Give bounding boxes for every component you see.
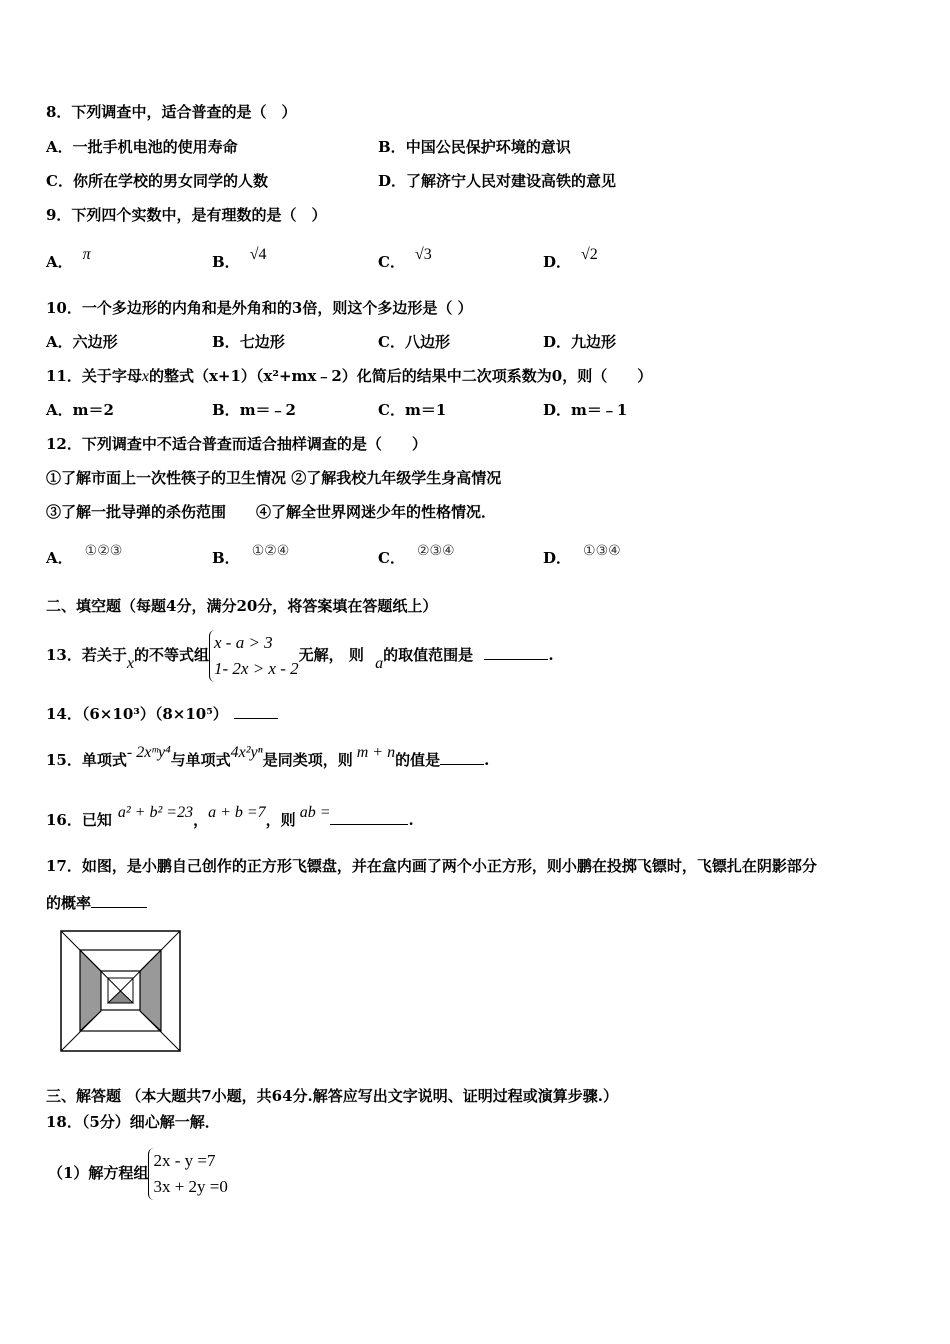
q12-items-line2: ③了解一批导弹的杀伤范围 ④了解全世界网迷少年的性格情况． [46,503,497,521]
q10-option-d: D．九边形 [543,333,617,351]
q17-line1: 17．如图，是小鹏自己创作的正方形飞镖盘，并在盒内画了两个小正方形，则小鹏在投掷飞镖时，飞镖扎在阴影部分 [46,857,817,875]
section2-heading: 二、填空题（每题4分，满分20分，将答案填在答题纸上） [46,597,438,615]
q9-stem: 9．下列四个实数中，是有理数的是（ ） [46,206,327,224]
q10-option-b: B．七边形 [212,333,285,351]
q12-stem: 12．下列调查中不适合普查而适合抽样调查的是（ ） [46,435,427,453]
q16-answer-blank[interactable] [330,810,408,825]
q8-option-a: A．一批手机电池的使用寿命 [46,138,238,156]
q12-items-line1: ①了解市面上一次性筷子的卫生情况 ②了解我校九年级学生身高情况 [46,469,502,487]
q17-answer-blank[interactable] [91,893,147,908]
q16: 16．已知 a² + b² =23，a + b =7，则 ab = . [46,804,414,829]
q10-stem: 10．一个多边形的内角和是外角和的3倍，则这个多边形是（ ） [46,299,473,317]
q9-option-b: B． √4 [212,246,267,271]
q10-option-a: A．六边形 [46,333,118,351]
q8-stem: 8．下列调查中，适合普查的是（ ） [46,103,297,121]
q10-option-c: C．八边形 [378,333,450,351]
q8-option-c: C．你所在学校的男女同学的人数 [46,172,268,190]
q18-part1: （1）解方程组 2x - y =7 3x + 2y =0 [48,1148,228,1200]
q11-option-b: B．m＝﹣2 [212,401,296,419]
q12-option-c: C． ②③④ [378,543,455,567]
q13-answer-blank[interactable] [484,645,548,660]
q12-option-b: B． ①②④ [212,543,290,567]
q17-line2: 的概率 [46,893,147,913]
dartboard-figure [60,930,182,1054]
q13-inequality-system: x - a > 3 1- 2x > x - 2 [209,630,299,682]
q11-option-a: A．m＝2 [46,401,114,419]
section3-heading: 三、解答题 （本大题共7小题，共64分.解答应写出文字说明、证明过程或演算步骤.） [46,1087,618,1105]
q11-option-d: D．m＝﹣1 [543,401,628,419]
q12-option-d: D． ①③④ [543,543,621,567]
q9-option-d: D． √2 [543,246,598,271]
q9-option-a: A． π [46,246,91,271]
q14-answer-blank[interactable] [234,704,278,719]
q8-option-d: D．了解济宁人民对建设高铁的意见 [378,172,617,190]
q18-equation-system: 2x - y =7 3x + 2y =0 [148,1148,227,1200]
q18-stem: 18．（5分）细心解一解． [46,1113,220,1131]
q11-stem: 11．关于字母x的整式（x+1）（x²+mx﹣2）化简后的结果中二次项系数为0，则（ ） [46,367,653,385]
q11-option-c: C．m＝1 [378,401,447,419]
q13: 13．若关于x的不等式组 x - a > 3 1- 2x > x - 2 无解， 则 a的取值范围是 . [46,630,554,682]
q8-option-b: B．中国公民保护环境的意识 [378,138,571,156]
q15: 15．单项式- 2xᵐy⁴与单项式4x²yⁿ是同类项，则 m + n的值是 . [46,744,490,769]
q12-option-a: A． ①②③ [46,543,123,567]
q15-answer-blank[interactable] [440,750,484,765]
q9-option-c: C． √3 [378,246,432,271]
q14: 14．（6×10³）（8×10⁵） [46,704,278,724]
